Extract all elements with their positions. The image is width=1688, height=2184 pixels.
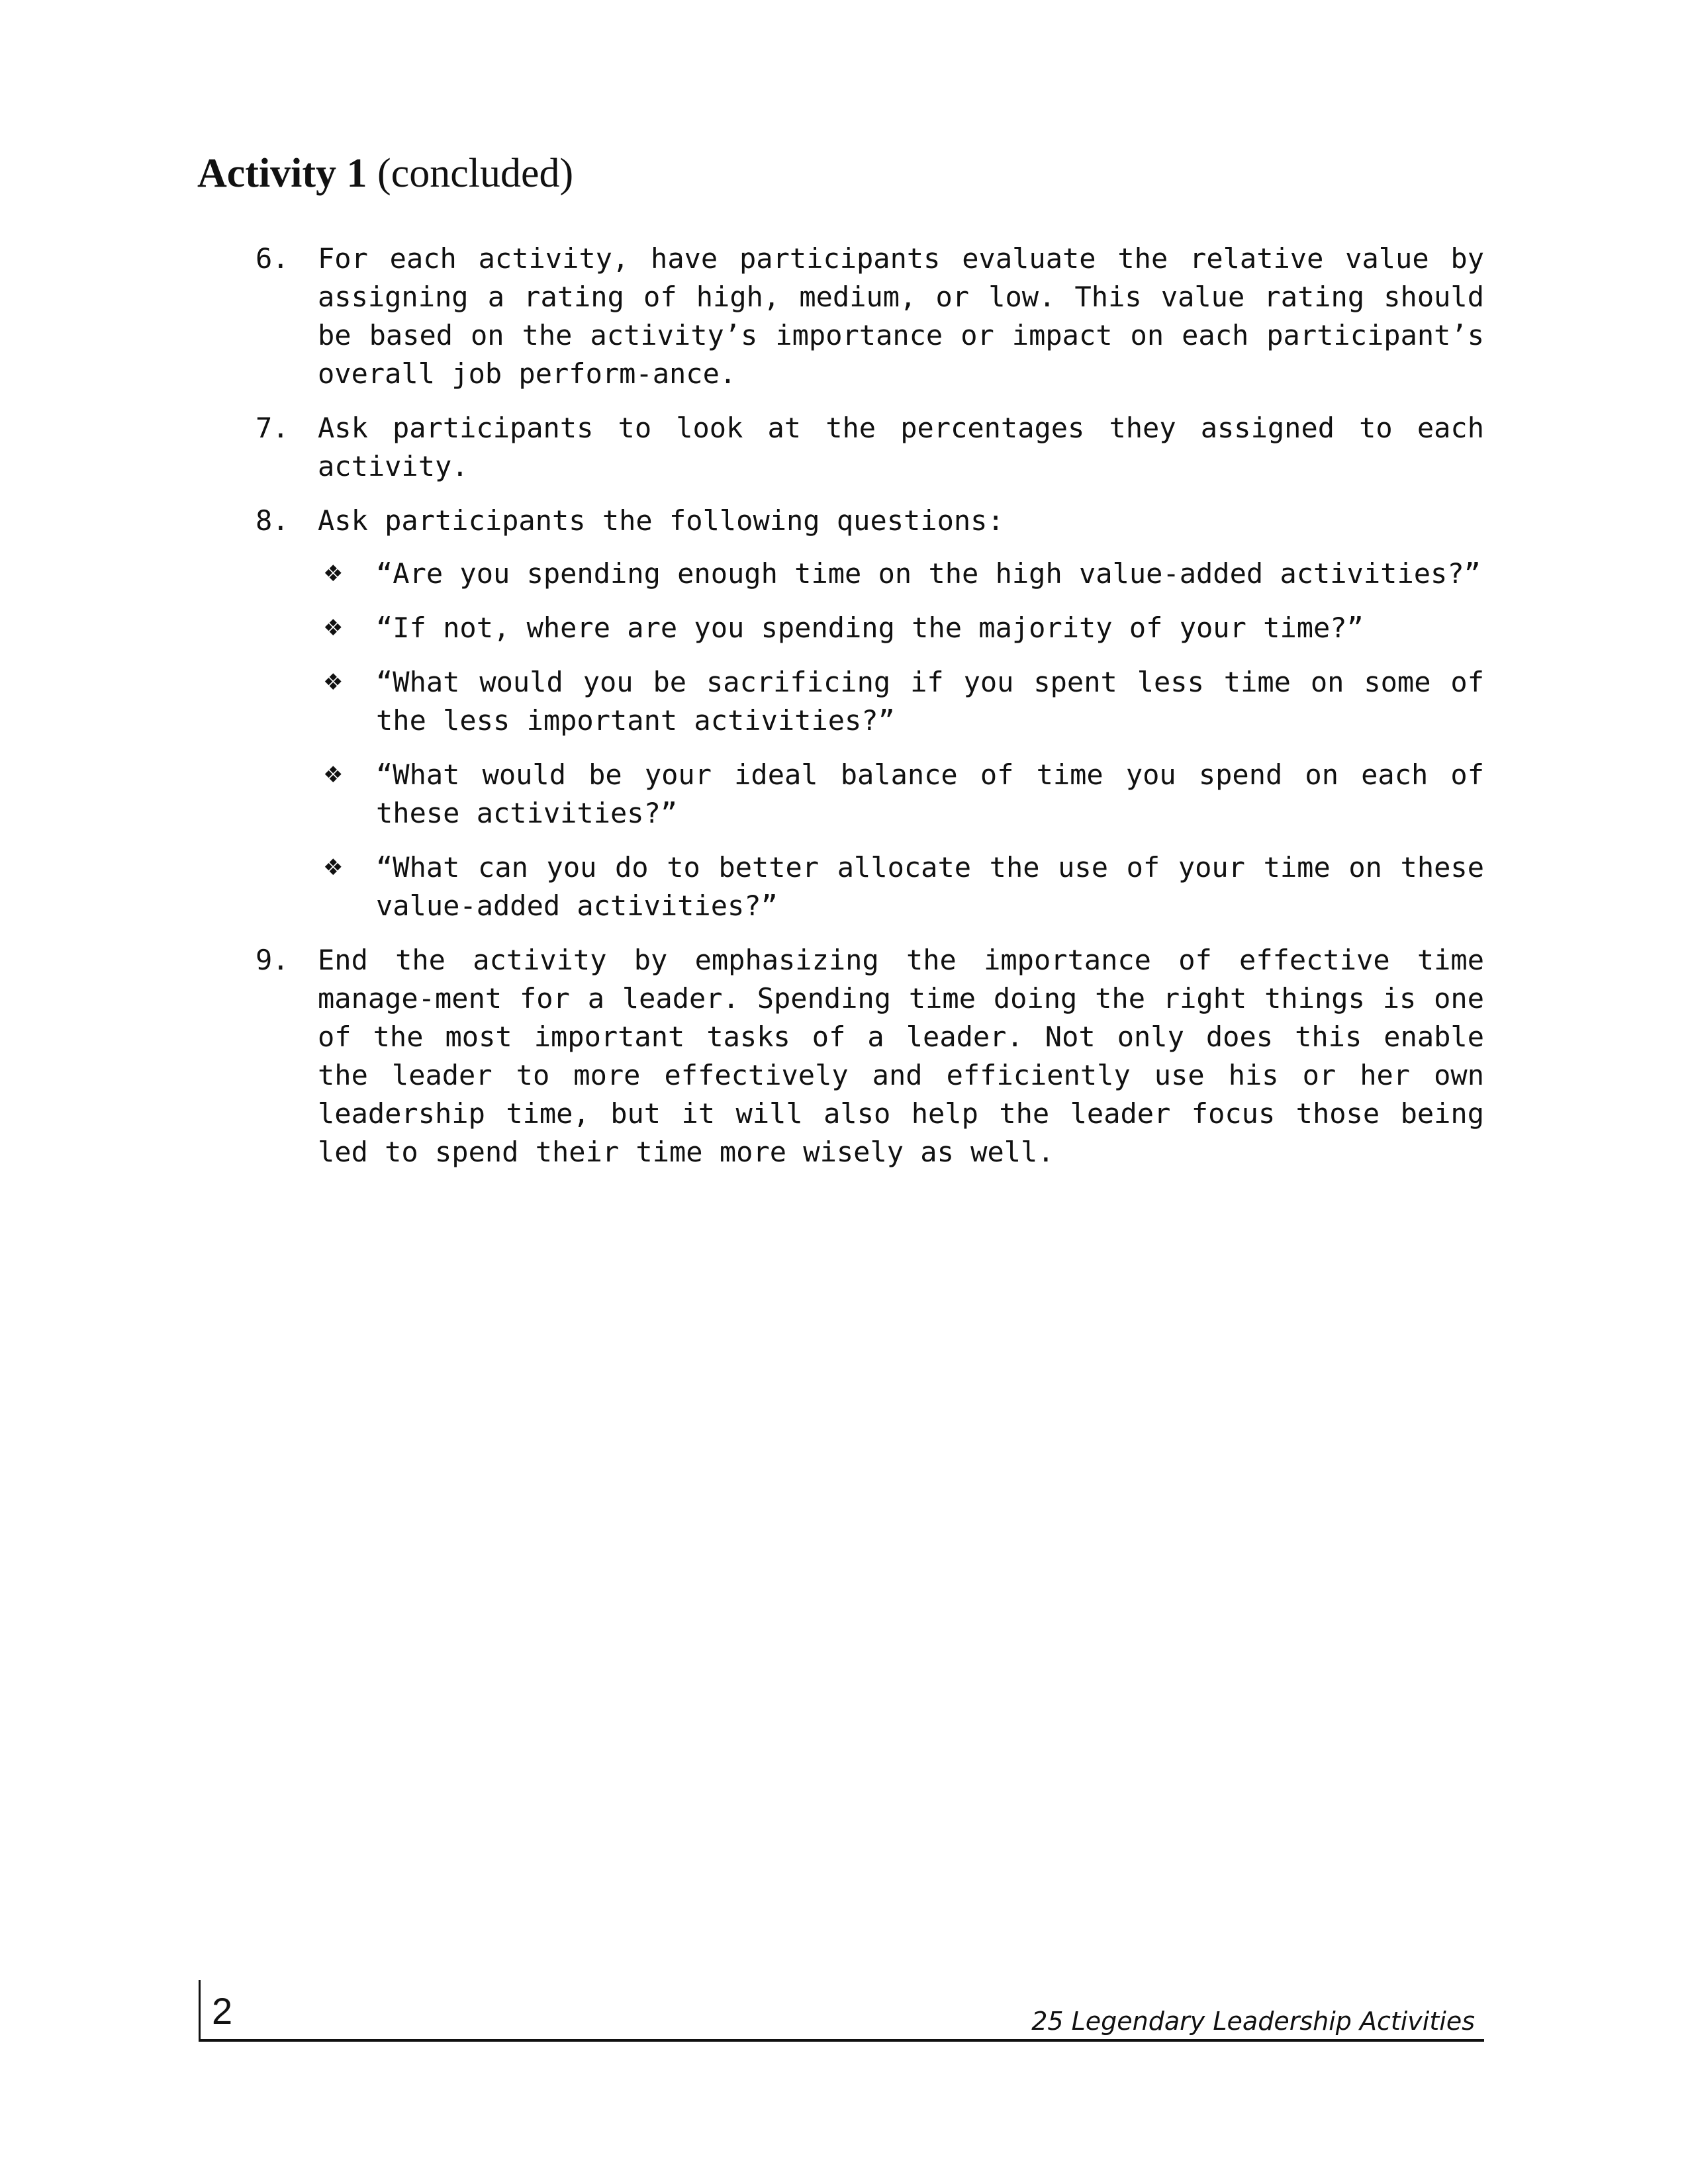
book-title: 25 Legendary Leadership Activities (1031, 2007, 1475, 2036)
step-text: Ask participants the following questions: (318, 504, 1004, 537)
footer-horizontal-rule (199, 2039, 1484, 2042)
question-item (318, 609, 1484, 647)
step-text: End the activity by emphasizing the importance of effective time manage-ment for a leader. Spending time doing the right things is one of the most important tasks of a leader. Not only does this enable the leader to more effectively and efficiently use his or her own leadership time, but it will also help the leader focus those being led to spend their time more wisely as well. (318, 944, 1484, 1168)
step-6 (256, 240, 1484, 393)
diamond-bullet-icon: ❖ (323, 561, 344, 587)
step-number: 7. (256, 412, 289, 444)
step-9 (256, 941, 1484, 1171)
step-7 (256, 409, 1484, 486)
question-text: “What can you do to better allocate the use of your time on these value-added activities?” (376, 851, 1484, 922)
diamond-bullet-icon: ❖ (323, 762, 344, 788)
page-number: 2 (212, 1990, 233, 2032)
heading-concluded: (concluded) (377, 151, 574, 196)
step-text: Ask participants to look at the percentages they assigned to each activity. (318, 412, 1484, 482)
question-item (318, 848, 1484, 925)
step-number: 9. (256, 944, 289, 976)
question-list (318, 555, 1484, 925)
question-item (318, 756, 1484, 833)
question-text: “What would be your ideal balance of time you spend on each of these activities?” (376, 758, 1484, 829)
question-text: “If not, where are you spending the majority of your time?” (376, 612, 1364, 644)
instructions-body (256, 240, 1484, 1187)
page-heading (197, 147, 573, 200)
step-8 (256, 502, 1484, 925)
question-item (318, 663, 1484, 740)
question-text: “What would you be sacrificing if you spent less time on some of the less important activities?” (376, 666, 1484, 737)
step-number: 6. (256, 242, 289, 275)
step-text: For each activity, have participants evaluate the relative value by assigning a rating of high, medium, or low. This value rating should be based on the activity’s importance or impact on each participant’s overall job perform-ance. (318, 242, 1484, 390)
diamond-bullet-icon: ❖ (323, 669, 344, 696)
diamond-bullet-icon: ❖ (323, 615, 344, 641)
step-number: 8. (256, 504, 289, 537)
footer-vertical-rule (199, 1980, 201, 2041)
heading-activity-number: Activity 1 (197, 151, 367, 196)
question-item (318, 555, 1484, 593)
diamond-bullet-icon: ❖ (323, 854, 344, 881)
question-text: “Are you spending enough time on the high value-added activities?” (376, 557, 1481, 590)
